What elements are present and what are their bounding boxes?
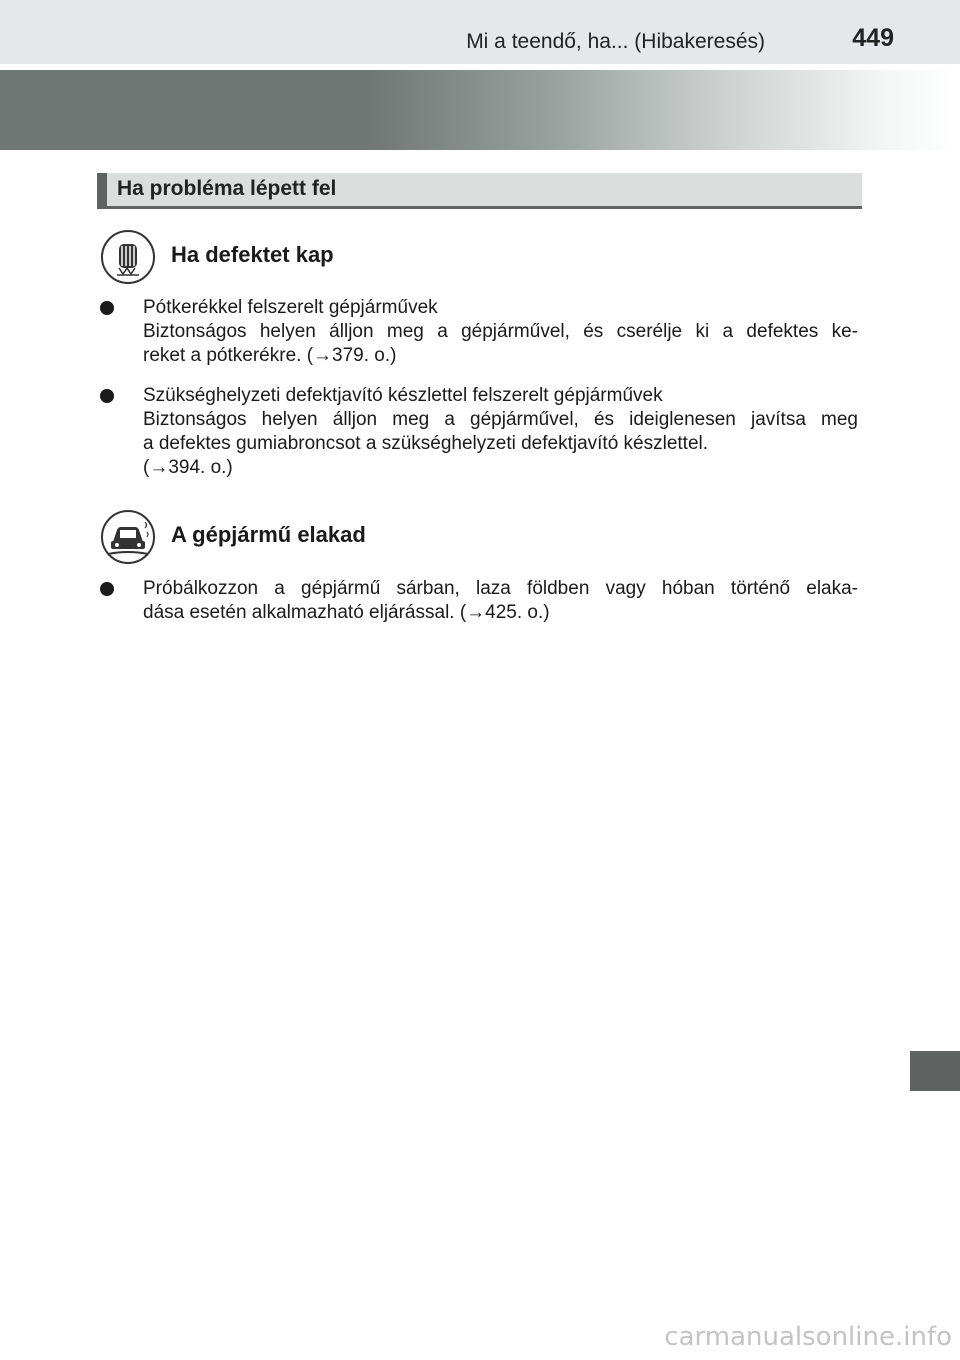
flat-tire-heading: Ha defektet kap: [171, 242, 334, 267]
stuck-vehicle-heading: A gépjármű elakad: [171, 522, 366, 547]
section-title: Ha probléma lépett fel: [117, 177, 337, 200]
item-line: Szükséghelyzeti defektjavító készlettel felszerelt gépjárművek: [143, 385, 663, 406]
item-line: a defektes gumiabroncsot a szükséghelyzeti defektjavító készlettel.: [143, 433, 709, 454]
item-line: Biztonságos helyen álljon meg a gépjárművel, és ideiglenesen javítsa meg: [143, 409, 858, 430]
flat-tire-icon: [101, 230, 155, 284]
watermark: carmanualsonline.info: [664, 1322, 952, 1352]
header-title: Mi a teendő, ha... (Hibakeresés): [466, 30, 765, 53]
bullet-icon: [100, 301, 114, 315]
list-item: [143, 384, 858, 480]
item-line: Próbálkozzon a gépjármű sárban, laza földben vagy hóban történő elaka-: [143, 578, 858, 599]
list-item: [143, 577, 858, 625]
item-line: Biztonságos helyen álljon meg a gépjárművel, és cserélje ki a defektes ke-: [143, 321, 858, 342]
section-header: [97, 173, 862, 209]
decorative-gradient-band: [0, 70, 960, 150]
chapter-tab: [910, 1051, 960, 1091]
item-line: Pótkerékkel felszerelt gépjárművek: [143, 297, 438, 318]
item-line: reket a pótkerékre. (→379. o.): [143, 345, 397, 366]
bullet-icon: [100, 389, 114, 403]
page-number: 449: [852, 24, 894, 52]
item-line: dása esetén alkalmazható eljárással. (→425. o.): [143, 602, 550, 623]
list-item: [143, 296, 858, 368]
page-header: [0, 0, 960, 64]
bullet-icon: [100, 582, 114, 596]
item-line: (→394. o.): [143, 457, 233, 478]
stuck-vehicle-icon: [101, 510, 155, 564]
